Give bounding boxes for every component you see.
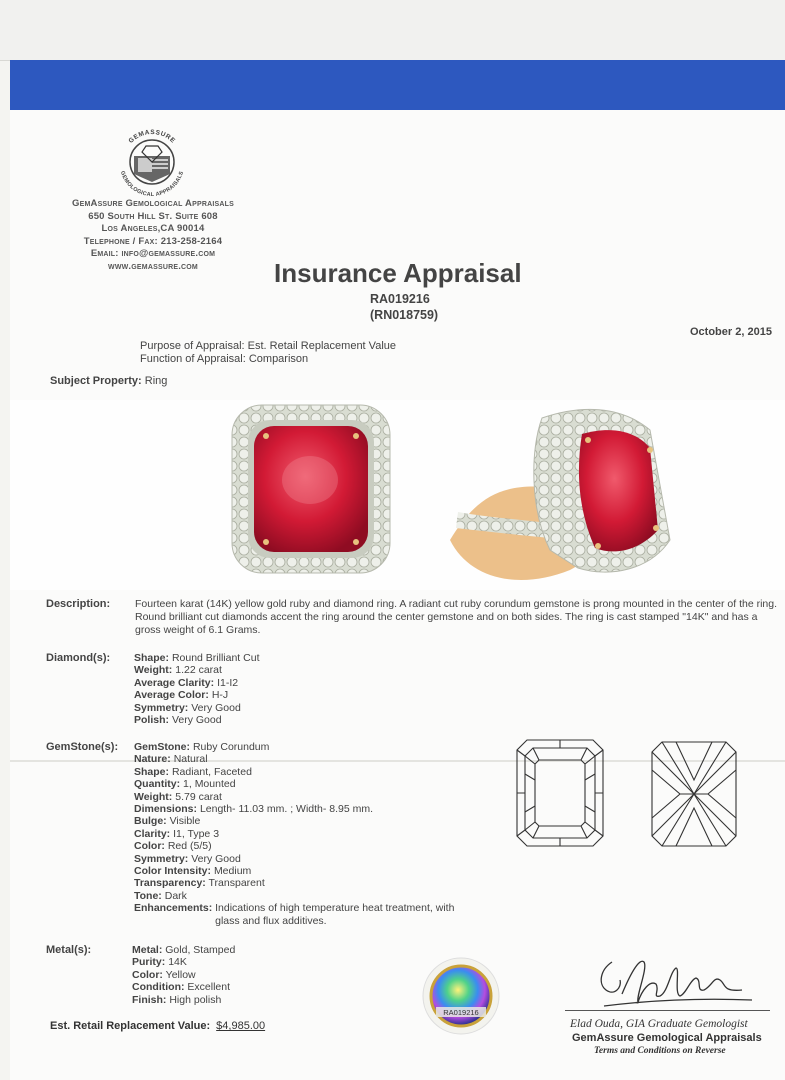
diamond-color: Average Color: H-J [134,689,229,702]
signatory-name: Elad Ouda, GIA Graduate Gemologist [570,1018,748,1030]
gemstone-nature: Nature: Natural [134,753,208,766]
company-address-line2: Los Angeles,CA 90014 [101,223,205,234]
function-of-appraisal: Function of Appraisal: Comparison [140,353,309,365]
gemstone-quantity: Quantity: 1, Mounted [134,778,236,791]
reference-number-secondary: (RN018759) [370,308,439,322]
metal-color: Color: Yellow [132,968,196,981]
diamond-shape: Shape: Round Brilliant Cut [134,652,260,664]
metal-purity: Purity: 14K [132,956,187,969]
radiant-cut-crown-diagram [515,738,605,848]
gemstone-enhancements: Enhancements: Indications of high temperature heat treatment, with glass and flux additives. [134,902,455,927]
metal-finish: Finish: High polish [132,993,222,1006]
gemstone-symmetry: Symmetry: Very Good [134,852,241,865]
hologram-seal [420,955,502,1037]
reference-numbers [370,291,438,323]
svg-text:GEMASSURE [128,129,177,145]
gemstone-dimensions: Dimensions: Length- 11.03 mm. ; Width- 8.95 mm. [134,803,374,816]
ring-photo-illustration [10,400,785,590]
diamond-clarity: Average Clarity: I1-I2 [134,676,239,689]
diamond-weight: Weight: 1.22 carat [134,664,222,677]
gemstone-weight: Weight: 5.79 carat [134,790,222,803]
description-label: Description: [46,598,111,610]
reference-number: RA019216 [370,292,430,306]
gemstone-shape: Shape: Radiant, Faceted [134,765,252,778]
company-address-line1: 650 South Hill St. Suite 608 [88,210,218,222]
purpose-block [140,340,396,366]
diamonds-details [134,652,259,726]
signature-line [565,1010,770,1011]
subject-property-label: Subject Property: [50,375,142,387]
gemstone-color: Color: Red (5/5) [134,840,212,853]
gemstone-type: GemStone: Ruby Corundum [134,741,270,753]
gemstone-clarity: Clarity: I1, Type 3 [134,827,220,840]
ring-photos [10,400,785,590]
header-band [10,60,785,110]
terms-note: Terms and Conditions on Reverse [594,1046,726,1056]
diamond-symmetry: Symmetry: Very Good [134,701,241,714]
metals-label: Metal(s): [46,944,92,956]
gemstone-tone: Tone: Dark [134,889,187,902]
seal-code: RA019216 [443,1008,479,1017]
handwritten-signature [592,950,762,1012]
description-text: Fourteen karat (14K) yellow gold ruby and diamond ring. A radiant cut ruby corundum gemstone is prong mounted in the center of the ring. Round brilliant cut diamonds accent the ring around the center gemstone and on both sides. The ring is cast stamped "14K" and has a gross weight of 6.1 Grams. [135,598,778,636]
value-amount: $4,985.00 [216,1020,266,1032]
scan-top-strip [0,0,785,61]
logo-arc-top: GEMASSURE [127,128,177,145]
ring-angled-view [450,409,670,580]
company-email: Email: info@gemassure.com [90,248,216,259]
radiant-cut-pavilion-diagram [650,740,738,848]
gemstone-bulge: Bulge: Visible [134,815,201,828]
company-logo [112,122,192,202]
appraisal-date: October 2, 2015 [690,326,772,338]
document-title: Insurance Appraisal [274,258,522,288]
company-name: GemAssure Gemological Appraisals [72,198,234,209]
company-phone: Telephone / Fax: 213-258-2164 [83,235,223,247]
gemstone-details [134,741,460,927]
metal-type: Metal: Gold, Stamped [132,944,236,956]
subject-property-value: Ring [144,375,168,387]
metal-details [132,944,235,1006]
gemstones-label: GemStone(s): [46,741,119,753]
diamond-polish: Polish: Very Good [134,714,222,727]
signatory-company: GemAssure Gemological Appraisals [572,1032,762,1044]
company-website: www.gemassure.com [108,260,198,272]
subject-property [50,375,167,387]
diamonds-label: Diamond(s): [46,652,111,664]
logo-arc-bottom: GEMOLOGICAL APPRAISALS [118,170,186,199]
purpose-of-appraisal: Purpose of Appraisal: Est. Retail Replacement Value [140,340,396,352]
ring-front-view [232,405,390,573]
retail-replacement-value [50,1020,265,1032]
gemstone-transparency: Transparency: Transparent [134,877,265,890]
value-label: Est. Retail Replacement Value: [50,1020,211,1032]
gemstone-color-intensity: Color Intensity: Medium [134,865,252,878]
metal-condition: Condition: Excellent [132,981,231,994]
company-block [48,198,258,273]
